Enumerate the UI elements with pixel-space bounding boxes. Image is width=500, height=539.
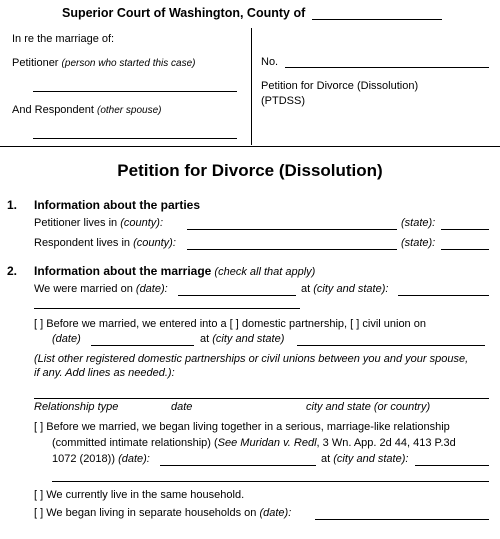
same-household-checkbox[interactable]: [ ] <box>34 489 44 501</box>
petitioner-county-field[interactable] <box>187 229 397 230</box>
section-2-heading: Information about the marriage <box>34 264 212 278</box>
caption-divider <box>251 28 252 145</box>
respondent-hint: (other spouse) <box>97 105 162 116</box>
separate-date-field[interactable] <box>315 519 489 520</box>
cir-at-label: at (city and state): <box>321 453 409 465</box>
header-doc-code: (PTDSS) <box>261 95 305 107</box>
petitioner-state-field[interactable] <box>441 229 489 230</box>
list-note-1: (List other registered domestic partnerships or civil unions between you and your spouse, <box>34 353 469 365</box>
case-citation: See Muridan v. Redl <box>217 437 317 449</box>
section-2-hint: (check all that apply) <box>214 266 316 278</box>
respondent-county-field[interactable] <box>187 249 397 250</box>
prior-union-line: [ ] Before we married, we entered into a [ ] domestic partnership, [ ] civil union on <box>34 318 426 330</box>
respondent-lives-label: Respondent lives in <box>34 237 131 249</box>
petitioner-lives-line <box>34 217 163 229</box>
respondent-county-label: (county): <box>133 237 176 249</box>
caption-bottom-rule <box>0 146 500 147</box>
married-date-field[interactable] <box>178 295 296 296</box>
prior-union-city-field[interactable] <box>297 345 485 346</box>
petitioner-hint: (person who started this case) <box>61 58 196 69</box>
cir-city-field[interactable] <box>415 465 489 466</box>
petitioner-label-line <box>12 57 196 69</box>
in-re-label: In re the marriage of: <box>12 33 115 45</box>
petitioner-state-label: (state): <box>401 217 436 229</box>
col-city-state: city and state (or country) <box>306 401 431 413</box>
cir-city-field-continued[interactable] <box>52 481 489 482</box>
cir-checkbox[interactable]: [ ] <box>34 421 44 433</box>
married-date-label: (date): <box>135 283 168 295</box>
relationship-entry-field[interactable] <box>34 398 489 399</box>
respondent-name-field[interactable] <box>33 138 237 139</box>
petitioner-label: Petitioner <box>12 57 59 69</box>
cir-line-2: (committed intimate relationship) (See Muridan v. Redl, 3 Wn. App. 2d 44, 413 P.3d <box>52 437 456 449</box>
domestic-partnership-checkbox[interactable]: [ ] <box>229 318 239 330</box>
cir-line-1: [ ] Before we married, we began living together in a serious, marriage-like relationship <box>34 421 450 433</box>
married-on-label: We were married on <box>34 283 133 295</box>
header-doc-title: Petition for Divorce (Dissolution) <box>261 80 419 92</box>
respondent-label-line <box>12 104 162 116</box>
section-2-number: 2. <box>7 264 18 278</box>
case-no-label: No. <box>261 56 279 68</box>
section-1-number: 1. <box>7 198 18 212</box>
page-title: Petition for Divorce (Dissolution) <box>117 161 383 180</box>
respondent-lives-line <box>34 237 176 249</box>
respondent-state-field[interactable] <box>441 249 489 250</box>
separate-households-line: [ ] We began living in separate households on (date): <box>34 507 292 519</box>
prior-union-checkbox[interactable]: [ ] <box>34 318 44 330</box>
respondent-state-label: (state): <box>401 237 436 249</box>
same-household-line: [ ] We currently live in the same household. <box>34 489 245 501</box>
married-at-line: at (city and state): <box>301 283 389 295</box>
cir-date-field[interactable] <box>160 465 316 466</box>
respondent-label: And Respondent <box>12 104 94 116</box>
prior-union-date-field[interactable] <box>91 345 194 346</box>
court-label: Superior Court of Washington, County of <box>62 6 306 20</box>
married-city-field-continued[interactable] <box>34 308 300 309</box>
petitioner-lives-label: Petitioner lives in <box>34 217 118 229</box>
section-2-heading-line <box>34 264 315 278</box>
col-relationship-type: Relationship type <box>34 401 119 413</box>
case-number-field[interactable] <box>285 67 489 68</box>
civil-union-checkbox[interactable]: [ ] <box>350 318 360 330</box>
col-date: date <box>171 401 193 413</box>
petitioner-name-field[interactable] <box>33 91 237 92</box>
section-1-heading: Information about the parties <box>34 198 201 212</box>
married-city-field[interactable] <box>398 295 489 296</box>
list-note-2: if any. Add lines as needed.): <box>34 367 175 379</box>
cir-line-3: 1072 (2018)) (date): <box>52 453 150 465</box>
prior-union-at-label: at (city and state) <box>200 333 285 345</box>
petitioner-county-label: (county): <box>120 217 164 229</box>
separate-households-checkbox[interactable]: [ ] <box>34 507 44 519</box>
county-field[interactable] <box>312 19 442 20</box>
prior-union-date-label: (date) <box>52 333 81 345</box>
married-on-line <box>34 283 168 295</box>
